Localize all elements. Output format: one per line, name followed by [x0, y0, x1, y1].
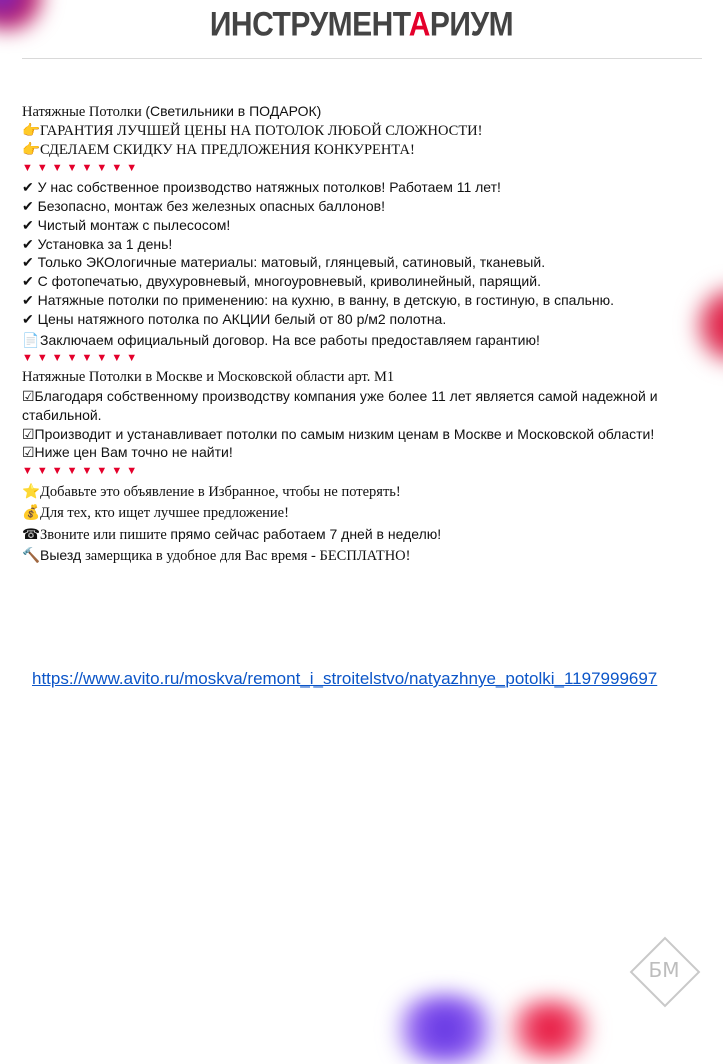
best-offer-line — [22, 504, 712, 523]
call-text-hours: прямо сейчас работаем 7 дней в неделю! — [170, 525, 442, 542]
ad-text-block — [22, 102, 712, 566]
decor-blob-bottom-red — [500, 999, 600, 1059]
hammer-icon: 🔨 — [22, 548, 41, 565]
logo-accent-letter: А — [408, 5, 430, 44]
ad-title-gift: (Светильники в ПОДАРОК) — [145, 103, 322, 119]
box-item: ☑Производит и устанавливает потолки по самым низким ценам в Москве и Московской области! — [22, 425, 655, 442]
contract-line — [22, 331, 712, 350]
check-item: ✔ С фотопечатью, двухуровневый, многоуровневый, криволинейный, парящий. — [22, 273, 541, 290]
call-line — [22, 525, 712, 545]
box-item: ☑Ниже цен Вам точно не найти! — [22, 444, 233, 461]
favorite-line — [22, 483, 712, 502]
heart-row: ▼▼▼▼▼▼▼▼ — [22, 465, 142, 478]
visit-text-lead: Выезд — [40, 547, 86, 564]
logo — [210, 5, 513, 44]
logo-text-2: РИУМ — [429, 5, 514, 44]
box-item: ☑Благодаря собственному производству компания уже более 11 лет является самой надежной и стабильной. — [22, 387, 658, 423]
check-item: ✔ Натяжные потолки по применению: на кухню, в ванну, в детскую, в гостиную, в спальню. — [22, 291, 615, 308]
money-bag-icon: 💰 — [22, 504, 41, 521]
visit-free: БЕСПЛАТНО! — [319, 548, 411, 565]
check-item: ✔ Установка за 1 день! — [22, 235, 173, 252]
favorite-text: Добавьте это объявление в Избранное, чтобы не потерять! — [40, 483, 401, 500]
logo-text-1: ИНСТРУМЕНТ — [209, 5, 409, 44]
visit-text: замерщика в удобное для Вас время - — [85, 548, 320, 565]
guarantee-line — [22, 122, 712, 141]
check-item: ✔ Безопасно, монтаж без железных опасных баллонов! — [22, 197, 385, 214]
contract-text: Заключаем официальный договор. На все работы предоставляем гарантию! — [40, 331, 540, 348]
discount-line — [22, 141, 712, 160]
discount-text: СДЕЛАЕМ СКИДКУ НА ПРЕДЛОЖЕНИЯ КОНКУРЕНТА! — [40, 141, 415, 158]
check-item: ✔ Только ЭКОлогичные материалы: матовый, глянцевый, сатиновый, тканевый. — [22, 254, 546, 271]
header-divider — [22, 58, 702, 59]
pointing-hand-icon: 👉 — [22, 141, 41, 158]
heart-row: ▼▼▼▼▼▼▼▼ — [22, 162, 142, 175]
moscow-title: Натяжные Потолки в Москве и Московской области арт. М1 — [22, 369, 395, 386]
visit-line — [22, 546, 712, 566]
phone-icon: ☎ — [22, 526, 41, 543]
header — [0, 5, 723, 44]
best-offer-text: Для тех, кто ищет лучшее предложение! — [40, 504, 289, 521]
document-icon: 📄 — [22, 331, 40, 348]
bm-badge — [631, 938, 697, 1004]
guarantee-text: ГАРАНТИЯ ЛУЧШЕЙ ЦЕНЫ НА ПОТОЛОК ЛЮБОЙ СЛОЖНОСТИ! — [40, 122, 483, 139]
heart-row: ▼▼▼▼▼▼▼▼ — [22, 352, 142, 365]
star-icon: ⭐ — [22, 483, 41, 500]
source-link[interactable]: https://www.avito.ru/moskva/remont_i_stroitelstvo/natyazhnye_potolki_1197999697 — [32, 669, 658, 688]
decor-blob-bottom-purple — [385, 994, 505, 1064]
call-text: Звоните или пишите — [40, 526, 171, 543]
check-item: ✔ Чистый монтаж с пылесосом! — [22, 216, 231, 233]
check-item: ✔ Цены натяжного потолка по АКЦИИ белый от 80 р/м2 полотна. — [22, 310, 447, 327]
check-item: ✔ У нас собственное производство натяжных потолков! Работаем 11 лет! — [22, 179, 501, 196]
ad-title-line — [22, 102, 712, 122]
bm-badge-text: БМ — [648, 958, 680, 982]
pointing-hand-icon: 👉 — [22, 122, 41, 139]
ad-title: Натяжные Потолки — [22, 104, 146, 120]
